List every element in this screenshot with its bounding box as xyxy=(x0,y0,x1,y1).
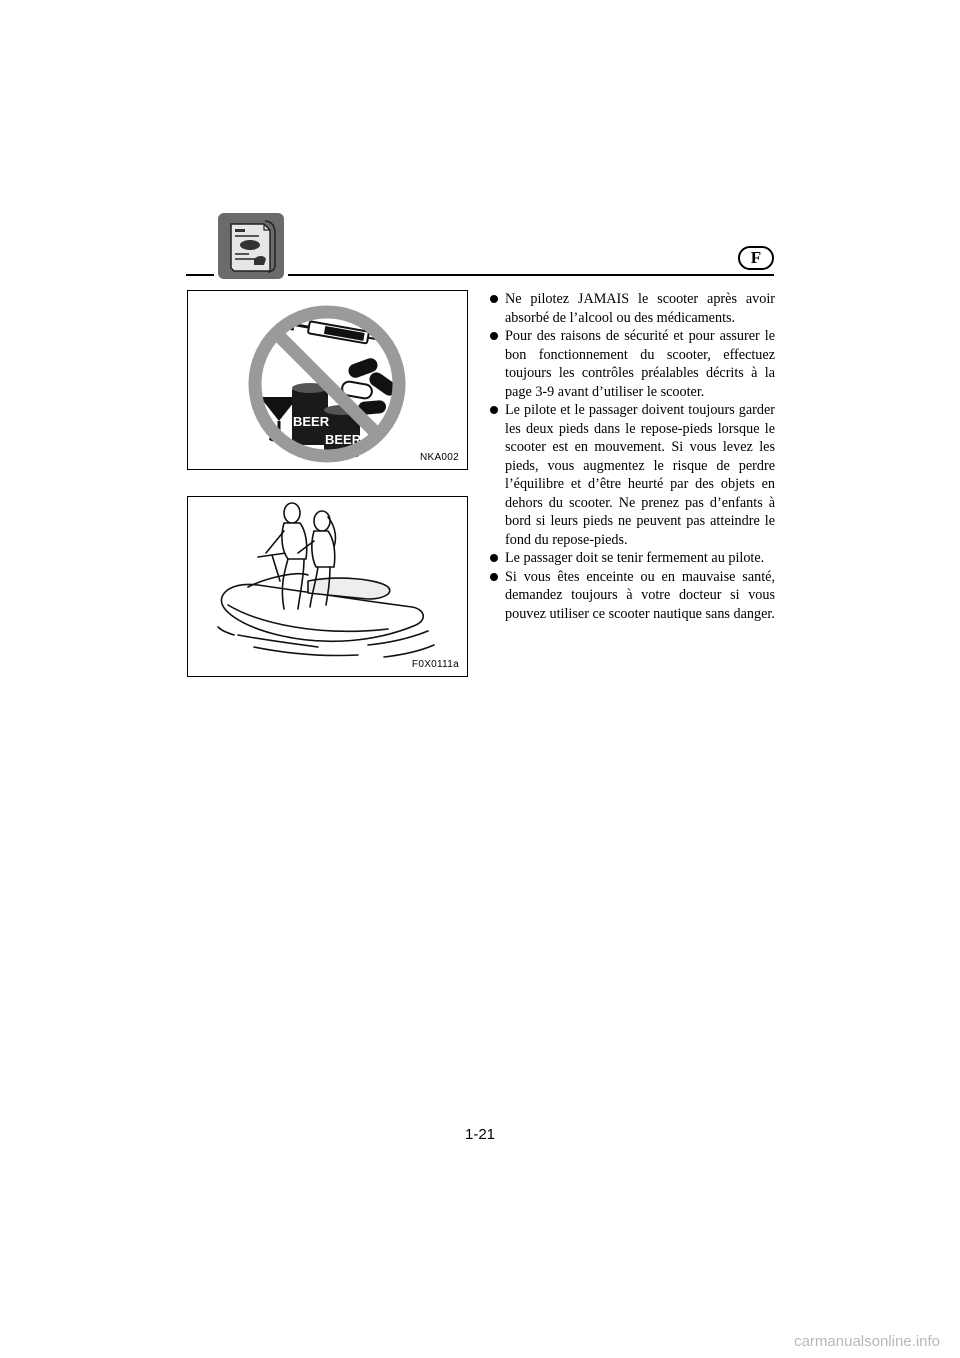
section-badge: F xyxy=(738,246,774,270)
figure-code: NKA002 xyxy=(419,452,459,463)
figure-riders xyxy=(187,496,468,677)
header-rule-right xyxy=(288,274,774,276)
safety-bullet-list xyxy=(489,290,775,623)
page-number: 1-21 xyxy=(464,1126,496,1143)
owner-manual-icon xyxy=(218,213,284,279)
header-rule-left xyxy=(186,274,214,276)
beer-can-label-1: BEER xyxy=(293,414,330,429)
no-alcohol-drugs-icon xyxy=(188,291,469,471)
watermark: carmanualsonline.info xyxy=(794,1333,940,1350)
bullet-item: Pour des raisons de sécurité et pour assurer le bon fonctionnement du scooter, effectuez toujours les contrôles préalables décrits à la page 3-9 avant d’utiliser le scooter. xyxy=(489,327,775,401)
figure-code: F0X0111a xyxy=(411,659,459,670)
bullet-item: Le passager doit se tenir fermement au pilote. xyxy=(489,549,775,568)
beer-can-label-2: BEER xyxy=(325,432,362,447)
bullet-item: Si vous êtes enceinte ou en mauvaise santé, demandez toujours à votre docteur si vous pouvez utiliser ce scooter nautique sans danger. xyxy=(489,568,775,624)
figure-no-alcohol xyxy=(187,290,468,470)
watercraft-riders-icon xyxy=(188,497,469,678)
bullet-item: Ne pilotez JAMAIS le scooter après avoir absorbé de l’alcool ou des médicaments. xyxy=(489,290,775,327)
bullet-item: Le pilote et le passager doivent toujours garder les deux pieds dans le repose-pieds lorsque le scooter est en mouvement. Si vous levez les pieds, vous augmentez le risque de perdre l’équilibre et d’être heurté par des objets en dehors du scooter. Ne prenez pas d’enfants à bord si leurs pieds ne peuvent pas atteindre le fond du repose-pieds. xyxy=(489,401,775,549)
